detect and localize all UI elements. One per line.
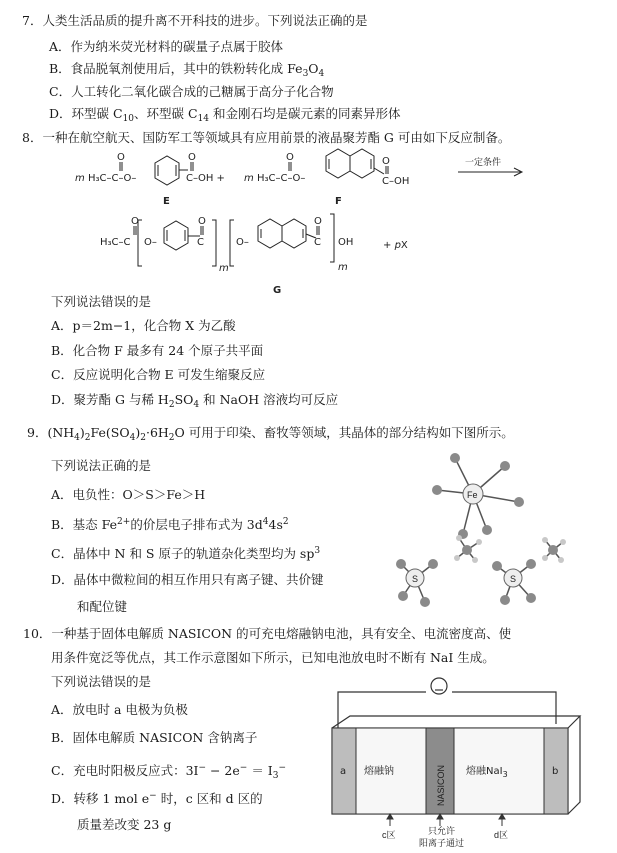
- svg-text:熔融NaI3: [466, 764, 508, 779]
- q9-option-c: C．晶体中 N 和 S 原子的轨道杂化类型均为 $sp^3$: [51, 546, 321, 561]
- nai3-subscript: 3: [502, 770, 508, 779]
- q10-option-c: C．充电时阳极反应式：$3I^- - 2e^- = I_3^-$: [51, 763, 287, 781]
- q10-stem-line1: 10．一种基于固体电解质 NASICON 的可充电熔融钠电池，具有安全、电流密度高、使: [23, 626, 512, 641]
- fe-atom-label: Fe: [467, 490, 478, 500]
- q9-option-b: B．基态 $Fe^{2+}$的价层电子排布式为 $3d^44s^2$: [51, 517, 289, 532]
- svg-text:C–OH +: C–OH +: [186, 173, 225, 184]
- q10-ask: 下列说法错误的是: [51, 674, 152, 689]
- nasicon-label: NASICON: [436, 764, 446, 806]
- q7-option-b: B．食品脱氧剂使用后，其中的铁粉转化成 $Fe_3O_4$: [49, 61, 325, 79]
- c-zone-label: c区: [382, 830, 396, 840]
- svg-text:m: m: [338, 262, 348, 273]
- svg-text:H₃C–C–O–: H₃C–C–O–: [257, 173, 306, 184]
- s-atom-label-1: S: [412, 574, 419, 584]
- svg-text:O: O: [131, 216, 139, 227]
- d-zone-label: d区: [494, 830, 509, 840]
- q8-option-d: D．聚芳酯 G 与稀 $H_2SO_4$ 和 NaOH 溶液均可反应: [51, 392, 339, 410]
- q10-option-d: D．转移 1 mol e− 时，c 区和 d 区的: [51, 791, 263, 806]
- q8-condition: 一定条件: [465, 157, 502, 167]
- electrode-a-label: a: [340, 766, 347, 777]
- q8-option-a: A．p＝2m−1，化合物 X 为乙酸: [51, 318, 236, 333]
- svg-text:O: O: [188, 152, 196, 163]
- q7-option-d: D．环型碳 $C_{10}$、环型碳 $C_{14}$ 和金刚石均是碳元素的同素异形体: [49, 106, 401, 124]
- q8-reaction-scheme: [60, 148, 540, 298]
- q10-battery-diagram: [318, 666, 594, 848]
- svg-text:O: O: [198, 216, 206, 227]
- electrode-b-label: b: [552, 766, 559, 777]
- ion-note-line1: 只允许: [428, 826, 456, 836]
- svg-text:O: O: [382, 156, 390, 167]
- svg-text:OH: OH: [338, 237, 354, 248]
- svg-text:C: C: [314, 237, 321, 248]
- q10-option-d-cont: 质量差改变 23 g: [77, 817, 172, 832]
- svg-text:m: m: [219, 263, 229, 274]
- q8-stem: 8．一种在航空航天、国防军工等领域具有应用前景的液晶聚芳酯 G 可由如下反应制备。: [22, 130, 511, 145]
- q9-crystal-structure-figure: [385, 446, 585, 616]
- q9-option-a: A．电负性：O＞S＞Fe＞H: [51, 487, 206, 502]
- q9-stem: 9．$(NH_4)_2Fe(SO_4)_2\cdot 6H_2O$ 可用于印染、畜牧等领域，其晶体的部分结构如下图所示。: [27, 425, 514, 443]
- svg-text:O: O: [314, 216, 322, 227]
- q7-stem: 7．人类生活品质的提升离不开科技的进步。下列说法正确的是: [22, 13, 368, 28]
- q10-option-a: A．放电时 a 电极为负极: [51, 702, 188, 717]
- compound-g-label: G: [273, 285, 282, 296]
- svg-text:O: O: [117, 152, 125, 163]
- svg-text:C: C: [197, 237, 204, 248]
- q8-option-c: C．反应说明化合物 E 可发生缩聚反应: [51, 367, 266, 382]
- s-atom-label-2: S: [510, 574, 517, 584]
- svg-text:+ pX: + pX: [383, 240, 408, 251]
- q10-option-b: B．固体电解质 NASICON 含钠离子: [51, 730, 258, 745]
- q7-option-c: C．人工转化二氧化碳合成的己糖属于高分子化合物: [49, 84, 334, 99]
- svg-text:O–: O–: [144, 237, 157, 248]
- q9-ask: 下列说法正确的是: [51, 458, 152, 473]
- molten-sodium-label: 熔融钠: [364, 766, 394, 777]
- compound-f-label: F: [335, 196, 342, 207]
- q10-stem-line2: 用条件宽泛等优点，其工作示意图如下所示，已知电池放电时不断有 NaI 生成。: [51, 650, 495, 665]
- svg-text:m: m: [75, 173, 85, 184]
- q8-ask: 下列说法错误的是: [51, 294, 152, 309]
- svg-text:H₃C–C: H₃C–C: [100, 237, 131, 248]
- ion-note-line2: 阳离子通过: [419, 838, 465, 848]
- svg-text:m: m: [244, 173, 254, 184]
- svg-text:O: O: [286, 152, 294, 163]
- svg-text:H₃C–C–O–: H₃C–C–O–: [88, 173, 137, 184]
- q9-option-d-cont: 和配位键: [77, 599, 128, 614]
- svg-text:O–: O–: [236, 237, 249, 248]
- compound-e-label: E: [163, 196, 170, 207]
- q8-option-b: B．化合物 F 最多有 24 个原子共平面: [51, 343, 264, 358]
- q9-option-d: D．晶体中微粒间的相互作用只有离子键、共价键: [51, 572, 324, 587]
- q7-option-a: A．作为纳米荧光材料的碳量子点属于胶体: [49, 39, 284, 54]
- svg-text:C–OH: C–OH: [382, 176, 410, 187]
- molten-nai3-label: 熔融NaI: [466, 766, 503, 777]
